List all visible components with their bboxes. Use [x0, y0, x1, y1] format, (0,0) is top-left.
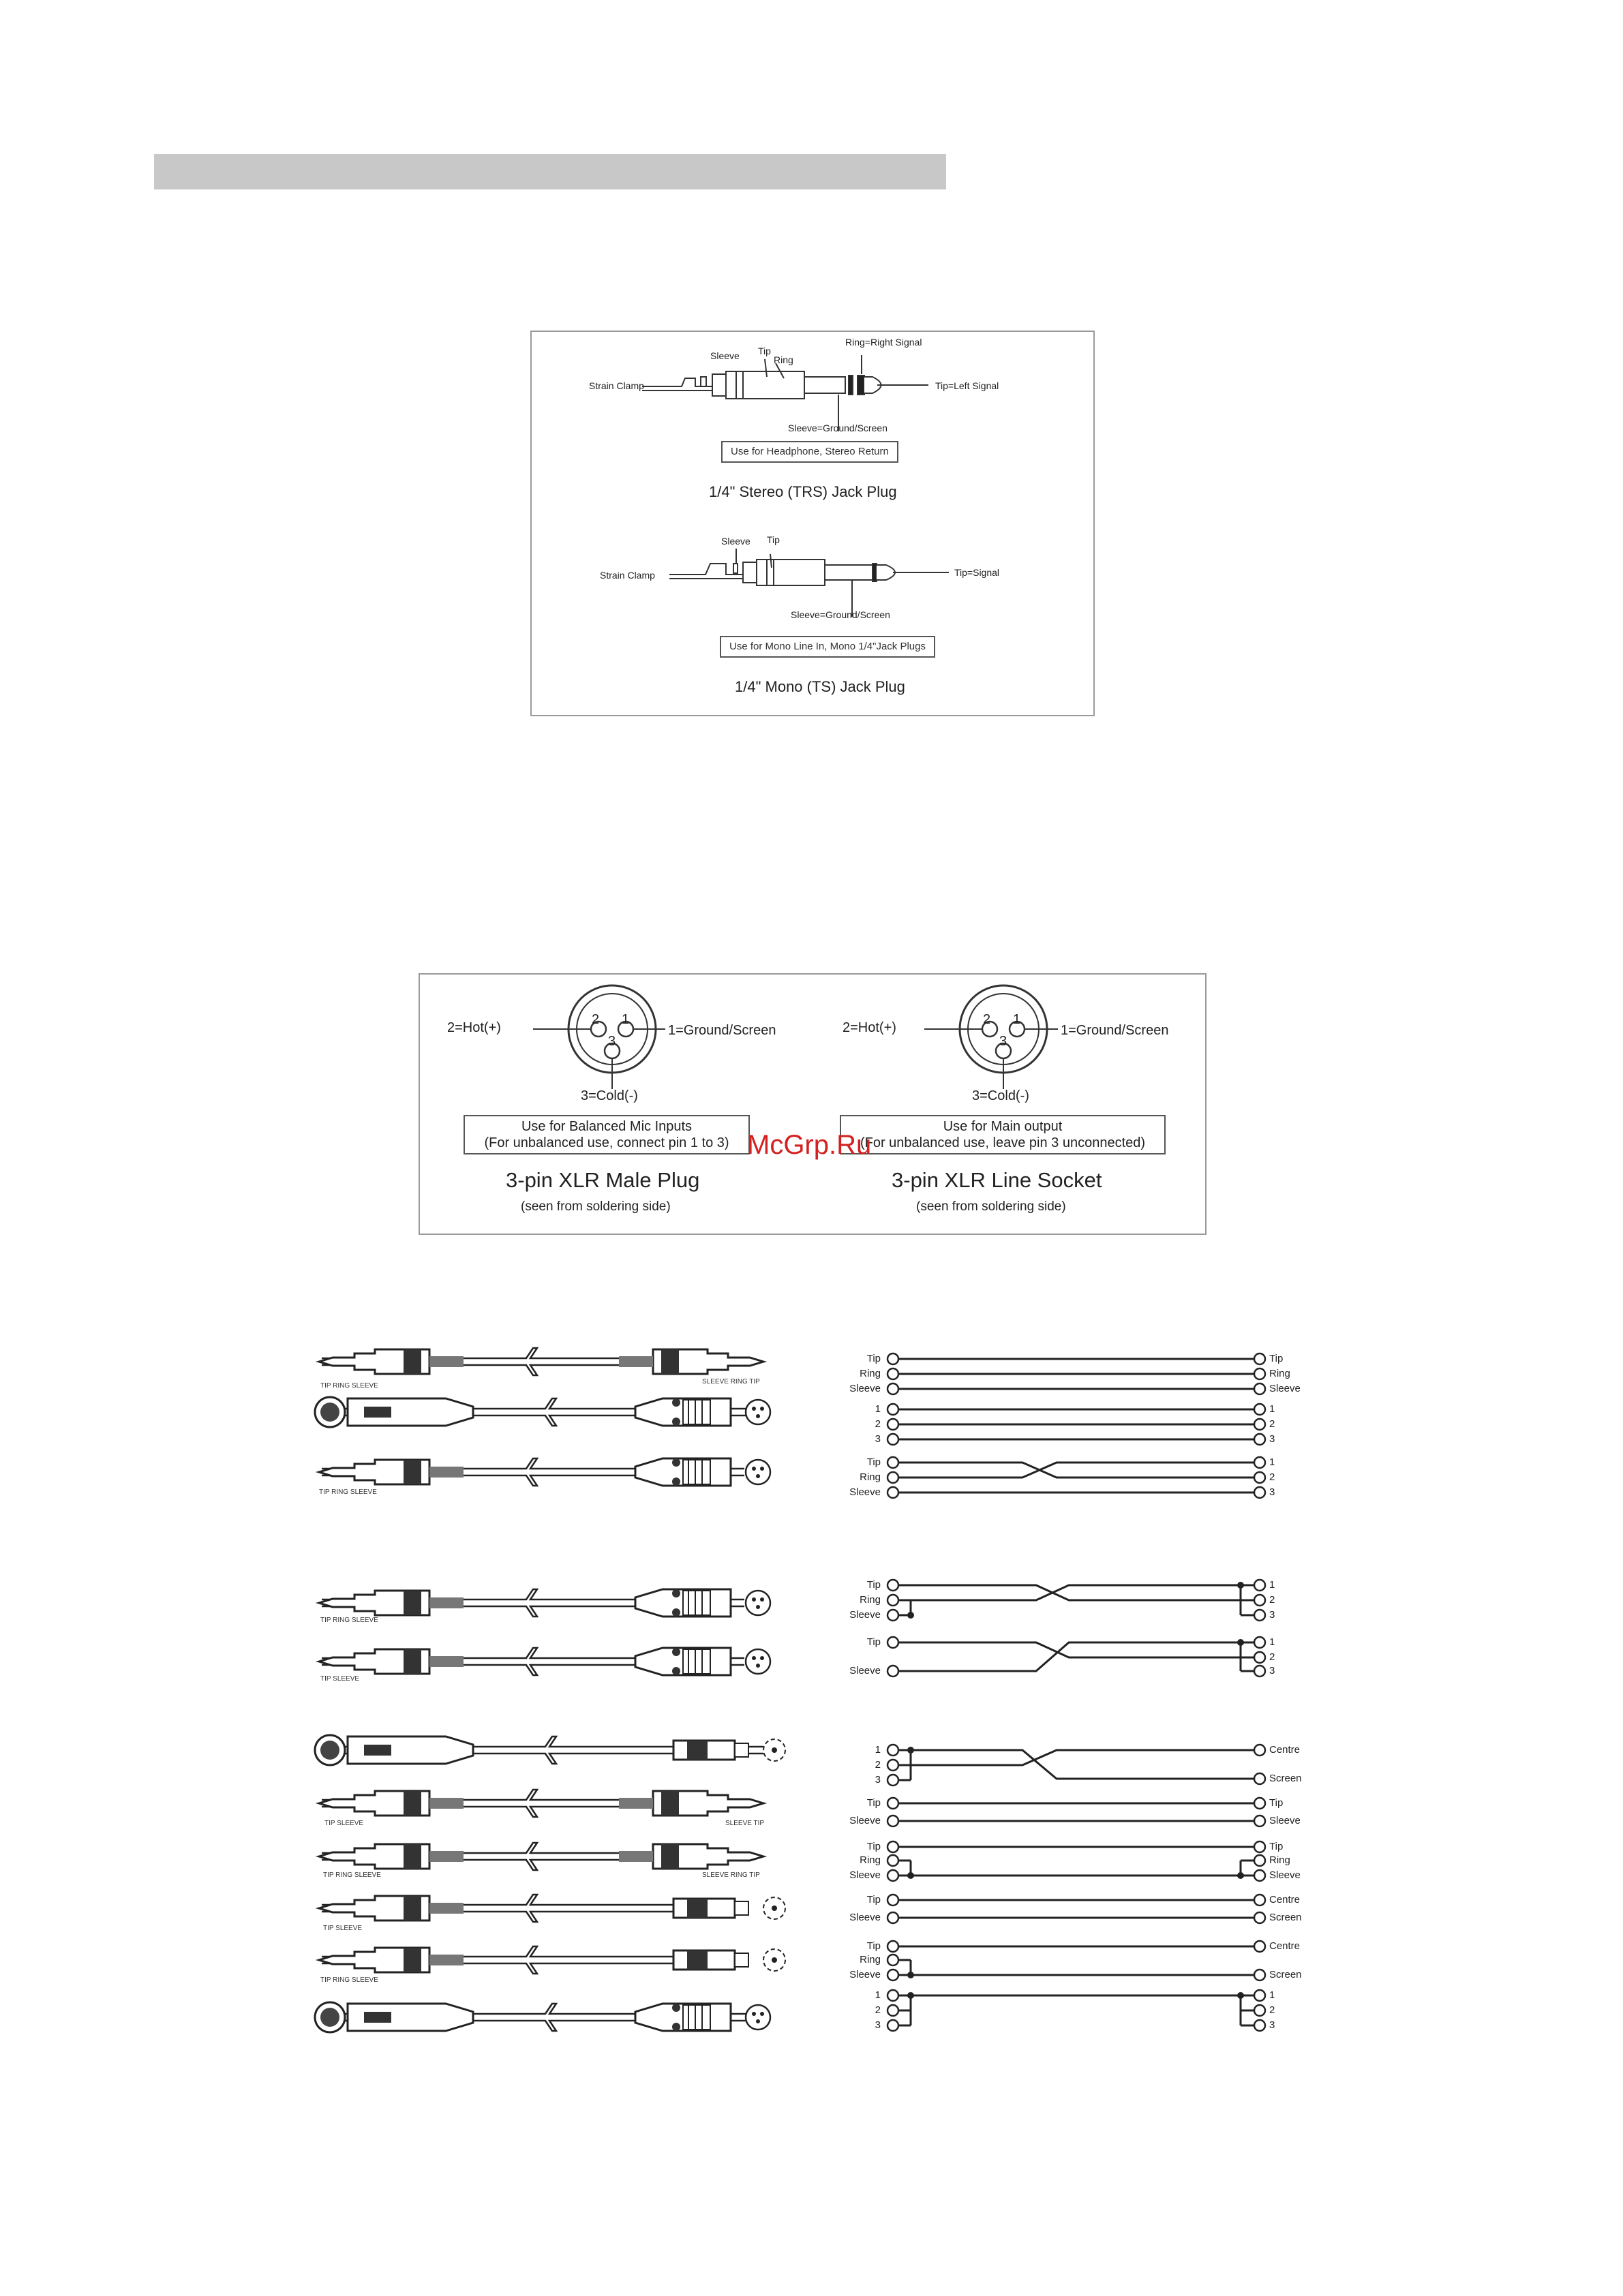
w7-right-0: Tip — [1269, 1797, 1284, 1809]
w4-left-1: Ring — [860, 1594, 881, 1606]
w4-right-0: 1 — [1269, 1579, 1275, 1591]
w3-left-1: Ring — [860, 1471, 881, 1483]
w8-right-2: Sleeve — [1269, 1869, 1301, 1881]
w9-left-1: Sleeve — [849, 1912, 881, 1923]
cable-3-trs-xlr — [319, 1458, 770, 1486]
w10-left-2: Sleeve — [849, 1969, 881, 1980]
trs-tip-label: Tip — [758, 346, 771, 356]
trs-tip-signal-label: Tip=Left Signal — [935, 380, 999, 391]
w3-left-0: Tip — [866, 1456, 881, 1468]
c4-left-label: TIP RING SLEEVE — [320, 1617, 378, 1624]
xlr-diagram-frame — [419, 973, 1207, 1235]
c3-left-label: TIP RING SLEEVE — [319, 1488, 377, 1496]
xlr-male-ground: 1=Ground/Screen — [668, 1023, 776, 1038]
w1-left-2: Sleeve — [849, 1383, 881, 1394]
cable-10-trs-rca — [319, 1946, 785, 1974]
section-header-bar — [154, 154, 946, 189]
w6-left-1: 2 — [875, 1759, 881, 1771]
w3-left-2: Sleeve — [849, 1486, 881, 1498]
xlr-male-hot: 2=Hot(+) — [447, 1020, 501, 1035]
trs-title: 1/4" Stereo (TRS) Jack Plug — [709, 483, 897, 500]
xlr-socket-cold: 3=Cold(-) — [972, 1088, 1029, 1103]
w11-left-2: 3 — [875, 2019, 881, 2031]
w8-left-0: Tip — [866, 1841, 881, 1852]
w5-right-2: 3 — [1269, 1665, 1275, 1677]
trs-strain-label: Strain Clamp — [589, 380, 644, 391]
c10-left-label: TIP RING SLEEVE — [320, 1976, 378, 1984]
w3-right-2: 3 — [1269, 1486, 1275, 1498]
cable-2-xlr-xlr — [315, 1397, 770, 1427]
xlr-socket-title: 3-pin XLR Line Socket — [892, 1168, 1102, 1192]
cable-9-ts-rca — [319, 1895, 785, 1922]
trs-sleeve-label: Sleeve — [710, 350, 740, 361]
w2-right-2: 3 — [1269, 1433, 1275, 1445]
ts-strain-label: Strain Clamp — [600, 570, 655, 581]
w2-left-0: 1 — [875, 1403, 881, 1415]
w1-right-0: Tip — [1269, 1353, 1284, 1364]
w11-right-2: 3 — [1269, 2019, 1275, 2031]
w8-left-2: Sleeve — [849, 1869, 881, 1881]
trs-ring-signal-label: Ring=Right Signal — [845, 337, 922, 348]
w6-right-0: Centre — [1269, 1744, 1301, 1756]
trs-ring-label: Ring — [774, 354, 793, 365]
cable-1-trs-trs — [319, 1348, 763, 1375]
w2-right-1: 2 — [1269, 1418, 1275, 1430]
xlr-male-title: 3-pin XLR Male Plug — [506, 1168, 700, 1192]
ts-use-box: Use for Mono Line In, Mono 1/4"Jack Plugs — [720, 636, 935, 658]
cable-7-ts-ts — [319, 1790, 763, 1817]
xlr-socket-pin2: 2 — [983, 1012, 991, 1027]
c7-right-label: SLEEVE TIP — [725, 1820, 765, 1827]
xlr-male-use-line2: (For unbalanced use, connect pin 1 to 3) — [484, 1135, 729, 1150]
jack-plug-diagram-frame — [530, 331, 1095, 716]
w4-left-0: Tip — [866, 1579, 881, 1591]
trs-plug-illustration — [642, 355, 928, 431]
w8-right-0: Tip — [1269, 1841, 1284, 1852]
c8-left-label: TIP RING SLEEVE — [323, 1871, 381, 1879]
xlr-socket-use-box — [840, 1115, 1166, 1154]
c9-left-label: TIP SLEEVE — [323, 1925, 363, 1932]
w4-right-2: 3 — [1269, 1609, 1275, 1621]
xlr-male-use-line1: Use for Balanced Mic Inputs — [521, 1119, 693, 1134]
w11-left-0: 1 — [875, 1989, 881, 2001]
ts-sleeve-signal-label: Sleeve=Ground/Screen — [791, 609, 890, 620]
cable-11-xlr-xlr — [315, 2002, 770, 2032]
w7-right-1: Sleeve — [1269, 1815, 1301, 1826]
w2-right-0: 1 — [1269, 1403, 1275, 1415]
xlr-socket-illustration — [924, 985, 1058, 1089]
terminal-circles — [888, 1353, 1265, 2031]
w5-left-1: Sleeve — [849, 1665, 881, 1677]
watermark: McGrp.Ru — [747, 1130, 872, 1160]
w2-left-1: 2 — [875, 1418, 881, 1430]
c1-right-label: SLEEVE RING TIP — [702, 1378, 760, 1386]
xlr-socket-ground: 1=Ground/Screen — [1061, 1023, 1169, 1038]
w11-right-1: 2 — [1269, 2004, 1275, 2016]
w8-left-1: Ring — [860, 1854, 881, 1866]
xlr-male-pin3: 3 — [608, 1034, 616, 1049]
w1-left-0: Tip — [866, 1353, 881, 1364]
xlr-male-pin1: 1 — [622, 1012, 630, 1027]
trs-use-box: Use for Headphone, Stereo Return — [721, 441, 898, 463]
xlr-socket-pin1: 1 — [1013, 1012, 1021, 1027]
xlr-socket-use-line2: (For unbalanced use, leave pin 3 unconnected) — [860, 1135, 1146, 1150]
c1-left-label: TIP RING SLEEVE — [320, 1382, 378, 1390]
w4-right-1: 2 — [1269, 1594, 1275, 1606]
w2-left-2: 3 — [875, 1433, 881, 1445]
w3-right-1: 2 — [1269, 1471, 1275, 1483]
xlr-male-pin2: 2 — [592, 1012, 600, 1027]
xlr-socket-hot: 2=Hot(+) — [843, 1020, 896, 1035]
ts-tip-signal-label: Tip=Signal — [954, 567, 1000, 578]
w11-left-1: 2 — [875, 2004, 881, 2016]
ts-title: 1/4" Mono (TS) Jack Plug — [735, 678, 905, 695]
w5-right-0: 1 — [1269, 1636, 1275, 1648]
w9-left-0: Tip — [866, 1894, 881, 1905]
w4-left-2: Sleeve — [849, 1609, 881, 1621]
xlr-socket-use-line1: Use for Main output — [943, 1119, 1063, 1134]
w10-right-1: Screen — [1269, 1969, 1302, 1980]
w1-left-1: Ring — [860, 1368, 881, 1379]
junction-dots — [907, 1582, 1244, 1999]
w10-right-0: Centre — [1269, 1940, 1301, 1952]
c7-left-label: TIP SLEEVE — [324, 1820, 364, 1827]
w6-left-0: 1 — [875, 1744, 881, 1756]
cable-5-ts-xlr — [319, 1648, 770, 1675]
w6-right-1: Screen — [1269, 1773, 1302, 1784]
w1-right-2: Sleeve — [1269, 1383, 1301, 1394]
cable-4-trs-xlr — [319, 1589, 770, 1617]
w5-right-1: 2 — [1269, 1651, 1275, 1663]
trs-sleeve-signal-label: Sleeve=Ground/Screen — [788, 423, 888, 433]
w8-right-1: Ring — [1269, 1854, 1290, 1866]
w10-left-1: Ring — [860, 1954, 881, 1965]
xlr-male-subtitle: (seen from soldering side) — [521, 1199, 671, 1214]
xlr-male-cold: 3=Cold(-) — [581, 1088, 638, 1103]
xlr-drawing — [420, 975, 1205, 1234]
ts-tip-label: Tip — [767, 534, 780, 545]
wiring-lines — [898, 1359, 1254, 2025]
c5-left-label: TIP SLEEVE — [320, 1675, 360, 1683]
w11-right-0: 1 — [1269, 1989, 1275, 2001]
c8-right-label: SLEEVE RING TIP — [702, 1871, 760, 1879]
w9-right-0: Centre — [1269, 1894, 1301, 1905]
w9-right-1: Screen — [1269, 1912, 1302, 1923]
cable-6-xlr-rca — [315, 1735, 785, 1765]
xlr-socket-subtitle: (seen from soldering side) — [916, 1199, 1066, 1214]
w7-left-1: Sleeve — [849, 1815, 881, 1826]
ts-plug-illustration — [669, 549, 949, 617]
cable-8-trs-trs — [319, 1843, 763, 1870]
xlr-male-illustration — [533, 985, 665, 1089]
w10-left-0: Tip — [866, 1940, 881, 1952]
w5-left-0: Tip — [866, 1636, 881, 1648]
w1-right-1: Ring — [1269, 1368, 1290, 1379]
xlr-socket-pin3: 3 — [999, 1034, 1007, 1049]
w6-left-2: 3 — [875, 1774, 881, 1786]
w3-right-0: 1 — [1269, 1456, 1275, 1468]
ts-sleeve-label: Sleeve — [721, 536, 750, 547]
xlr-male-use-box — [464, 1115, 750, 1154]
w7-left-0: Tip — [866, 1797, 881, 1809]
